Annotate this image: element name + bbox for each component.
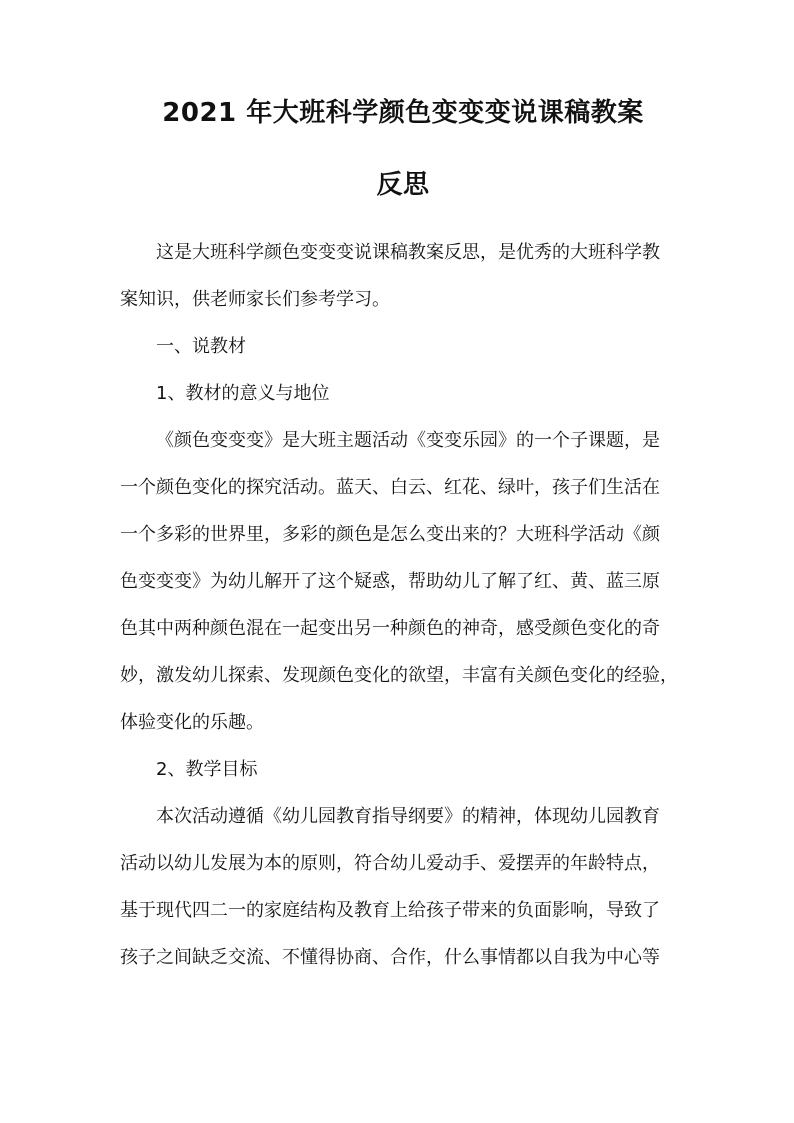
document-title-line-1: 2021 年大班科学颜色变变变说课稿教案	[162, 98, 644, 128]
section-heading: 一、说教材	[156, 336, 246, 357]
subsection-heading: 1、教材的意义与地位	[156, 383, 330, 404]
paragraph-line: 妙，激发幼儿探索、发现颜色变化的欲望，丰富有关颜色变化的经验，	[120, 665, 678, 686]
paragraph-line: 基于现代四二一的家庭结构及教育上给孩子带来的负面影响，导致了	[120, 900, 660, 921]
document-title-line-2: 反思	[376, 170, 430, 200]
paragraph-line: 孩子之间缺乏交流、不懂得协商、合作，什么事情都以自我为中心等	[120, 947, 660, 968]
body-paragraph	[120, 801, 686, 974]
body-paragraph	[120, 425, 686, 739]
intro-paragraph	[120, 237, 686, 316]
paragraph-line: 这是大班科学颜色变变变说课稿教案反思，是优秀的大班科学教	[156, 242, 660, 263]
paragraph-line: 一个多彩的世界里，多彩的颜色是怎么变出来的？大班科学活动《颜	[120, 524, 660, 545]
paragraph-line: 案知识，供老师家长们参考学习。	[120, 289, 390, 310]
paragraph-line: 一个颜色变化的探究活动。蓝天、白云、红花、绿叶，孩子们生活在	[120, 477, 660, 498]
paragraph-line: 本次活动遵循《幼儿园教育指导纲要》的精神，体现幼儿园教育	[156, 806, 660, 827]
paragraph-line: 色变变变》为幼儿解开了这个疑惑，帮助幼儿了解了红、黄、蓝三原	[120, 571, 660, 592]
paragraph-line: 体验变化的乐趣。	[120, 712, 264, 733]
paragraph-line: 色其中两种颜色混在一起变出另一种颜色的神奇，感受颜色变化的奇	[120, 618, 660, 639]
document-body	[120, 237, 686, 989]
subsection-heading: 2、教学目标	[156, 759, 258, 780]
paragraph-line: 《颜色变变变》是大班主题活动《变变乐园》的一个子课题，是	[156, 430, 660, 451]
paragraph-line: 活动以幼儿发展为本的原则，符合幼儿爱动手、爱摆弄的年龄特点，	[120, 853, 660, 874]
